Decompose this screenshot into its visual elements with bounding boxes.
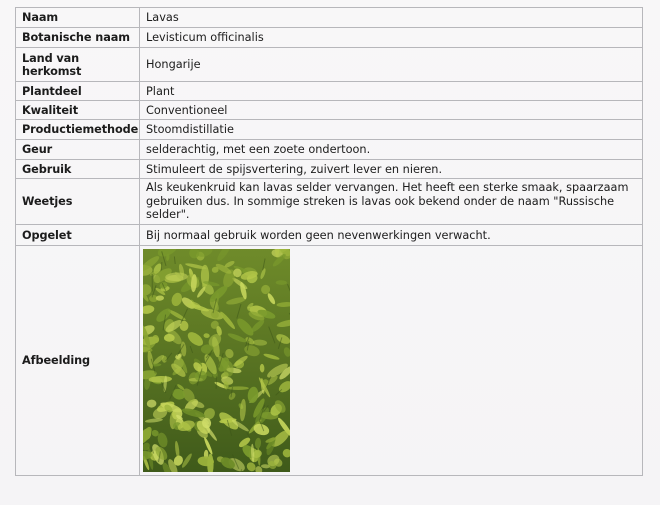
- row-value-naam: Lavas: [140, 8, 643, 28]
- row-value-weetjes: Als keukenkruid kan lavas selder vervangen. Het heeft een sterke smaak, spaarzaam gebruiken dus. In sommige streken is lavas ook bekend onder de naam "Russische selder".: [140, 179, 643, 225]
- table-row: [16, 160, 643, 179]
- row-value-kwaliteit: Conventioneel: [140, 101, 643, 120]
- row-label-afbeelding: Afbeelding: [16, 246, 140, 476]
- row-value-productiemethode: Stoomdistillatie: [140, 120, 643, 140]
- row-label-land-van-herkomst: Land van herkomst: [16, 48, 140, 82]
- table-row: [16, 101, 643, 120]
- row-label-plantdeel: Plantdeel: [16, 82, 140, 101]
- row-value-gebruik: Stimuleert de spijsvertering, zuivert lever en nieren.: [140, 160, 643, 179]
- row-value-geur: selderachtig, met een zoete ondertoon.: [140, 140, 643, 160]
- row-label-gebruik: Gebruik: [16, 160, 140, 179]
- table-row: [16, 120, 643, 140]
- table-row: [16, 8, 643, 28]
- row-label-weetjes: Weetjes: [16, 179, 140, 225]
- row-value-plantdeel: Plant: [140, 82, 643, 101]
- row-label-geur: Geur: [16, 140, 140, 160]
- row-value-opgelet: Bij normaal gebruik worden geen nevenwerkingen verwacht.: [140, 225, 643, 246]
- table-row: [16, 140, 643, 160]
- row-label-opgelet: Opgelet: [16, 225, 140, 246]
- table-row: [16, 179, 643, 225]
- row-label-kwaliteit: Kwaliteit: [16, 101, 140, 120]
- row-label-botanische-naam: Botanische naam: [16, 28, 140, 48]
- row-label-naam: Naam: [16, 8, 140, 28]
- row-value-botanische-naam: Levisticum officinalis: [140, 28, 643, 48]
- table-row: [16, 246, 643, 476]
- table-row: [16, 82, 643, 101]
- plant-info-table: [15, 7, 643, 476]
- lovage-plant-photo: [143, 249, 290, 472]
- row-value-afbeelding: [140, 246, 643, 476]
- table-row: [16, 28, 643, 48]
- table-row: [16, 48, 643, 82]
- table-row: [16, 225, 643, 246]
- row-value-land-van-herkomst: Hongarije: [140, 48, 643, 82]
- row-label-productiemethode: Productiemethode: [16, 120, 140, 140]
